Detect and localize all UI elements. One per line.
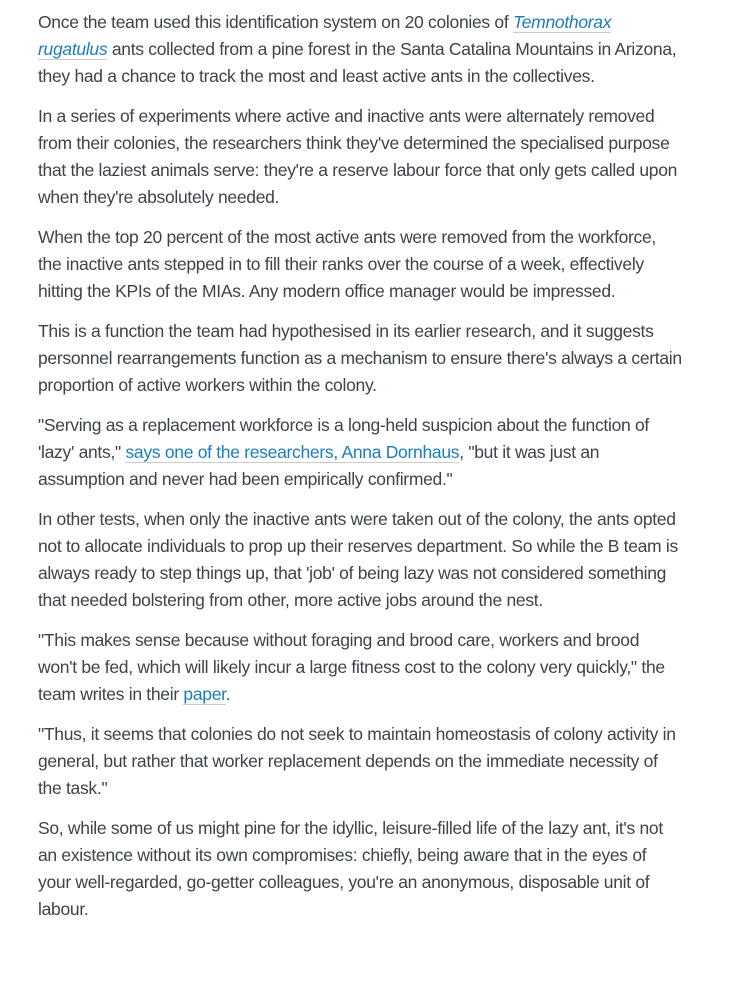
inline-link[interactable]: paper	[183, 684, 226, 704]
article-paragraph	[38, 412, 682, 493]
paragraph-text: In a series of experiments where active and inactive ants were alternately removed from their colonies, the researchers think they've determined the specialised purpose that the laziest animals serve: they're a reserve labour force that only gets called upon when they're absolutely needed.	[38, 106, 678, 207]
article-paragraph	[38, 103, 682, 211]
paragraph-text: "Thus, it seems that colonies do not seek to maintain homeostasis of colony activity in general, but rather that worker replacement depends on the immediate necessity of the task."	[38, 724, 676, 798]
paragraph-text: This is a function the team had hypothesised in its earlier research, and it suggests personnel rearrangements function as a mechanism to ensure there's always a certain proportion of active workers within the colony.	[38, 321, 682, 395]
paragraph-text: When the top 20 percent of the most active ants were removed from the workforce, the inactive ants stepped in to fill their ranks over the course of a week, effectively hitting the KPIs of the MIAs. Any modern office manager would be impressed.	[38, 227, 656, 301]
inline-link[interactable]: says one of the researchers, Anna Dornhaus	[125, 442, 460, 462]
article-paragraph	[38, 9, 682, 90]
article-paragraph	[38, 815, 682, 923]
article-paragraph	[38, 721, 682, 802]
paragraph-text: ants collected from a pine forest in the Santa Catalina Mountains in Arizona, they had a chance to track the most and least active ants in the collectives.	[38, 39, 677, 86]
paragraph-text: So, while some of us might pine for the idyllic, leisure-filled life of the lazy ant, it's not an existence without its own compromises: chiefly, being aware that in the eyes of your well-regarded, go-getter colleagues, you're an anonymous, disposable unit of labour.	[38, 818, 663, 919]
inline-link[interactable]: Temnothorax rugatulus	[38, 12, 612, 59]
article-paragraph	[38, 318, 682, 399]
paragraph-text: In other tests, when only the inactive ants were taken out of the colony, the ants opted not to allocate individuals to prop up their reserves department. So while the B team is always ready to step things up, that 'job' of being lazy was not considered something that needed bolstering from other, more active jobs around the nest.	[38, 509, 678, 610]
paragraph-text: "Serving as a replacement workforce is a long-held suspicion about the function of 'lazy' ants,"	[38, 415, 649, 462]
article-paragraph	[38, 506, 682, 614]
paragraph-text: , "but it was just an assumption and never had been empirically confirmed."	[38, 442, 600, 489]
paragraph-text: .	[225, 684, 231, 704]
article-paragraph	[38, 627, 682, 708]
paragraph-text: Once the team used this identification system on 20 colonies of	[38, 12, 513, 32]
paragraph-text: "This makes sense because without foraging and brood care, workers and brood won't be fed, which will likely incur a large fitness cost to the colony very quickly," the team writes in their	[38, 630, 665, 704]
article-paragraph	[38, 224, 682, 305]
